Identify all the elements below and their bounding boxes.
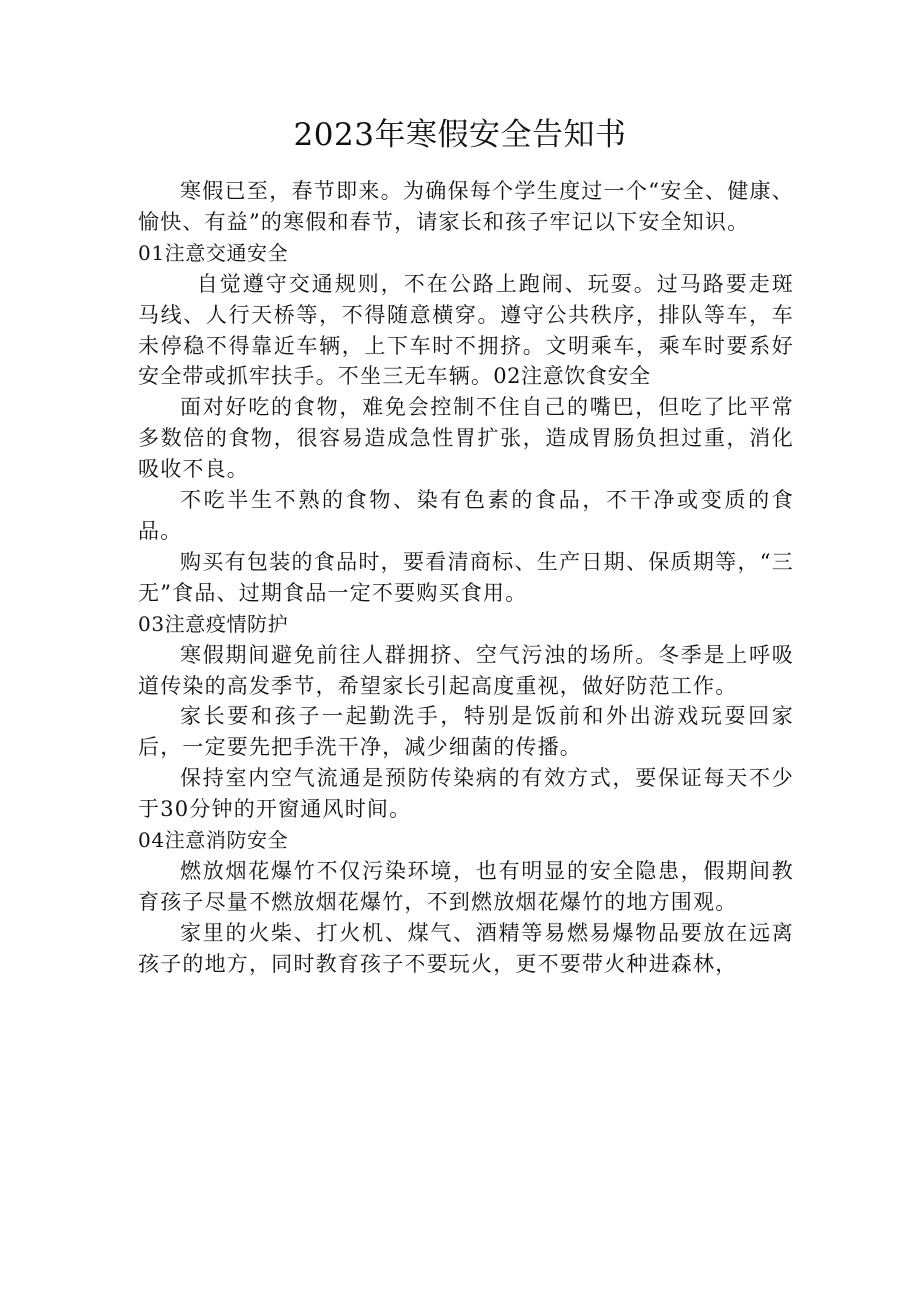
document-body bbox=[138, 176, 794, 980]
epidemic-paragraph-3: 保持室内空气流通是预防传染病的有效方式，要保证每天不少于30分钟的开窗通风时间。 bbox=[138, 766, 794, 822]
document-title: 2023年寒假安全告知书 bbox=[293, 117, 627, 153]
epidemic-paragraph-1: 寒假期间避免前往人群拥挤、空气污浊的场所。冬季是上呼吸道传染的高发季节，希望家长引起高度重视，做好防范工作。 bbox=[138, 642, 794, 698]
food-paragraph-2: 不吃半生不熟的食物、染有色素的食品，不干净或变质的食品。 bbox=[138, 488, 794, 543]
epidemic-paragraph-2: 家长要和孩子一起勤洗手，特别是饭前和外出游戏玩耍回家后，一定要先把手洗干净，减少细菌的传播。 bbox=[138, 704, 794, 760]
intro-paragraph: 寒假已至，春节即来。为确保每个学生度过一个“安全、健康、愉快、有益”的寒假和春节，请家长和孩子牢记以下安全知识。 bbox=[138, 179, 794, 234]
traffic-paragraph-text: 自觉遵守交通规则，不在公路上跑闹、玩耍。过马路要走斑马线、人行天桥等，不得随意横穿。遵守公共秩序，排队等车，车未停稳不得靠近车辆，上下车时不拥挤。文明乘车，乘车时要系好安全带或抓牢扶手。不坐三无车辆。 bbox=[138, 271, 794, 389]
fire-paragraph-1: 燃放烟花爆竹不仅污染环境，也有明显的安全隐患，假期间教育孩子尽量不燃放烟花爆竹，不到燃放烟花爆竹的地方围观。 bbox=[138, 858, 794, 914]
section-heading-traffic: 01注意交通安全 bbox=[138, 240, 289, 265]
section-heading-food: 02注意饮食安全 bbox=[493, 364, 651, 389]
section-heading-epidemic: 03注意疫情防护 bbox=[138, 611, 289, 636]
section-heading-fire: 04注意消防安全 bbox=[138, 828, 289, 853]
fire-paragraph-2: 家里的火柴、打火机、煤气、酒精等易燃易爆物品要放在远离孩子的地方，同时教育孩子不要玩火，更不要带火种进森林， bbox=[138, 920, 794, 976]
traffic-paragraph bbox=[138, 269, 794, 393]
food-paragraph-3: 购买有包装的食品时，要看清商标、生产日期、保质期等，“三无”食品、过期食品一定不要购买食用。 bbox=[138, 549, 794, 605]
food-paragraph-1: 面对好吃的食物，难免会控制不住自己的嘴巴，但吃了比平常多数倍的食物，很容易造成急性胃扩张，造成胃肠负担过重，消化吸收不良。 bbox=[138, 395, 794, 482]
